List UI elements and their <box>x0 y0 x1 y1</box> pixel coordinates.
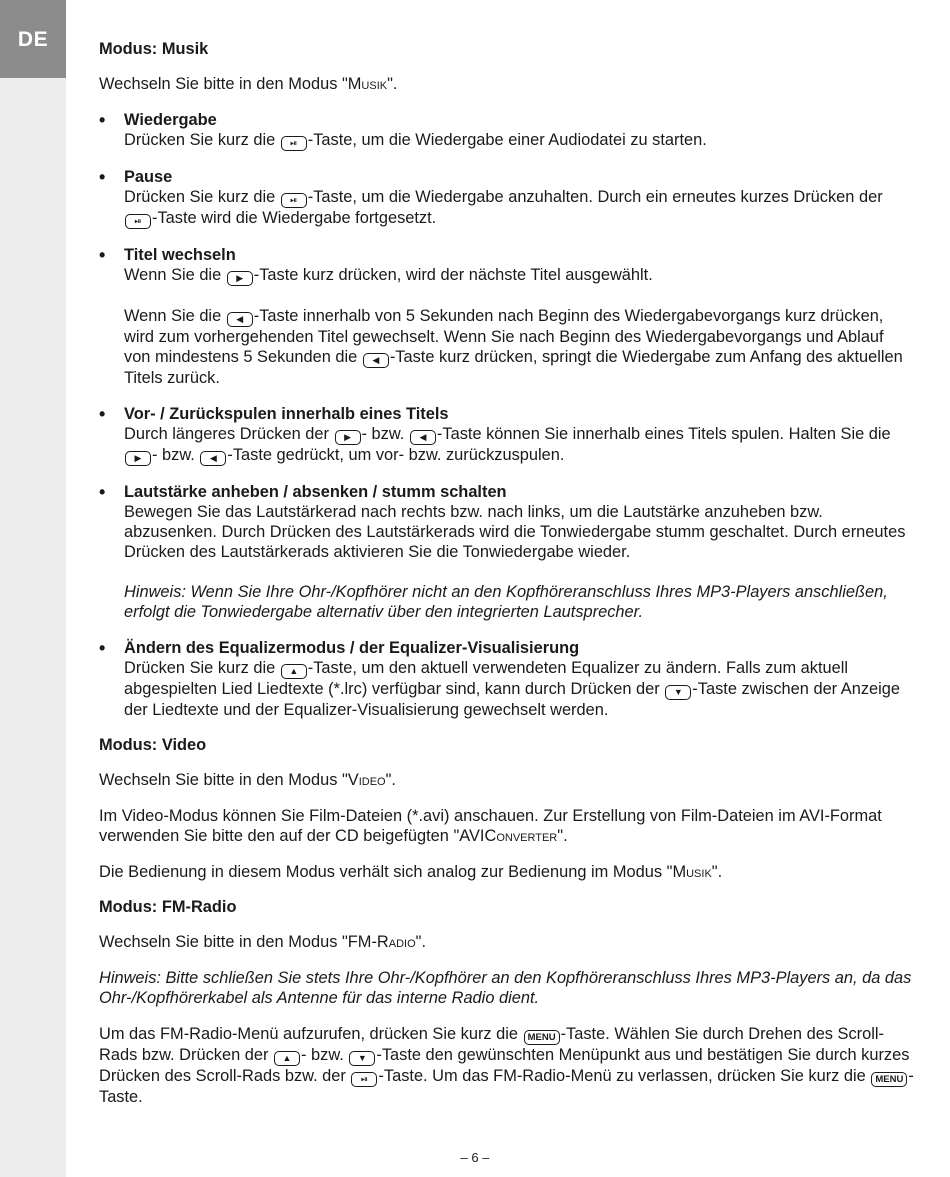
volume-note: Hinweis: Wenn Sie Ihre Ohr-/Kopfhörer nicht an den Kopfhöreranschluss Ihres MP3-Players anschließen, erfolgt die Tonwiedergabe alternativ über den integrierten Lautsprecher. <box>124 583 888 621</box>
bullet-title: • Ändern des Equalizermodus / der Equalizer-Visualisierung <box>124 639 580 657</box>
down-icon: ▼ <box>665 685 691 700</box>
section-heading-radio: Modus: FM-Radio <box>99 898 237 916</box>
radio-switch-text: Wechseln Sie bitte in den Modus "FM-Radio". <box>99 933 427 951</box>
bullet-title: • Vor- / Zurückspulen innerhalb eines Titels <box>124 405 449 423</box>
bullet-title: • Wiedergabe <box>124 111 217 129</box>
bullet-title: • Pause <box>124 168 173 186</box>
play-pause-icon: ⏯ <box>351 1072 377 1087</box>
music-switch-text: Wechseln Sie bitte in den Modus "Musik". <box>99 75 398 93</box>
next-icon: ▶ <box>335 430 361 445</box>
list-item-playback: • Wiedergabe Drücken Sie kurz die ⏯ -Taste, um die Wiedergabe einer Audiodatei zu starten. <box>99 110 914 151</box>
page-content <box>99 38 914 1107</box>
play-pause-icon: ⏯ <box>281 193 307 208</box>
prev-icon: ◀ <box>363 353 389 368</box>
up-icon: ▲ <box>274 1051 300 1066</box>
language-tab: DE <box>0 0 66 78</box>
list-item-pause: • Pause Drücken Sie kurz die ⏯ -Taste, um die Wiedergabe anzuhalten. Durch ein erneutes kurzes Drücken der ⏯ -Taste wird die Wiedergabe fortgesetzt. <box>99 167 914 229</box>
radio-menu-text: Um das FM-Radio-Menü aufzurufen, drücken Sie kurz die MENU -Taste. Wählen Sie durch Drehen des Scroll-Rads bzw. Drücken der ▲ - bzw. ▼ -Taste den gewünschten Menüpunkt aus und bestätigen Sie durch kurzes Drücken des Scroll-Rads bzw. der ⏯ -Taste. Um das FM-Radio-Menü zu verlassen, drücken Sie kurz die MENU -Taste. <box>99 1025 914 1106</box>
prev-icon: ◀ <box>200 451 226 466</box>
prev-icon: ◀ <box>410 430 436 445</box>
next-icon: ▶ <box>227 271 253 286</box>
bullet-title: • Titel wechseln <box>124 246 236 264</box>
video-switch-text: Wechseln Sie bitte in den Modus "Video". <box>99 771 396 789</box>
section-heading-video: Modus: Video <box>99 736 207 754</box>
section-heading-music: Modus: Musik <box>99 40 209 58</box>
list-item-track-change: • Titel wechseln Wenn Sie die ▶ -Taste kurz drücken, wird der nächste Titel ausgewählt. Wenn Sie die ◀ -Taste innerhalb von 5 Sekunden nach Beginn des Wiedergabevorgangs kurz drücken, wird zum vorhergehenden Titel gewechselt. Wenn Sie nach Beginn des Wiedergabevorgangs und Ablauf von mindestens 5 Sekunden die ◀ -Taste kurz drücken, springt die Wiedergabe zum Anfang des aktuellen Titels zurück. <box>99 245 914 388</box>
down-icon: ▼ <box>349 1051 375 1066</box>
sidebar <box>0 0 66 1177</box>
up-icon: ▲ <box>281 664 307 679</box>
menu-icon: MENU <box>871 1072 907 1087</box>
list-item-seek: • Vor- / Zurückspulen innerhalb eines Titels Durch längeres Drücken der ▶ - bzw. ◀ -Taste können Sie innerhalb eines Titels spulen. Halten Sie die ▶ - bzw. ◀ -Taste gedrückt, um vor- bzw. zurückzuspulen. <box>99 404 914 466</box>
page-number: – 6 – <box>460 1150 490 1165</box>
track-change-detail: Wenn Sie die ◀ -Taste innerhalb von 5 Sekunden nach Beginn des Wiedergabevorgangs kurz drücken, wird zum vorhergehenden Titel gewechselt. Wenn Sie nach Beginn des Wiedergabevorgangs und Ablauf von mindestens 5 Sekunden die ◀ -Taste kurz drücken, springt die Wiedergabe zum Anfang des aktuellen Titels zurück. <box>124 307 903 387</box>
bullet-title: • Lautstärke anheben / absenken / stumm schalten <box>124 483 507 501</box>
prev-icon: ◀ <box>227 312 253 327</box>
list-item-equalizer: • Ändern des Equalizermodus / der Equalizer-Visualisierung Drücken Sie kurz die ▲ -Taste, um den aktuell verwendeten Equalizer zu ändern. Falls zum aktuell abgespielten Lied Liedtexte (*.lrc) verfügbar sind, kann durch Drücken der ▼ -Taste zwischen der Anzeige der Liedtexte und der Equalizer-Visualisierung gewechselt werden. <box>99 638 914 720</box>
radio-note: Hinweis: Bitte schließen Sie stets Ihre Ohr-/Kopfhörer an den Kopfhöreranschluss Ihres MP3-Players an, da das Ohr-/Kopfhörerkabel als Antenne für das interne Radio dient. <box>99 969 912 1007</box>
list-item-volume: • Lautstärke anheben / absenken / stumm schalten Bewegen Sie das Lautstärkerad nach rechts bzw. nach links, um die Lautstärke anzuheben bzw. abzusenken. Durch Drücken des Lautstärkerads wird die Tonwiedergabe stumm geschaltet. Durch erneutes Drücken des Lautstärkerads aktivieren Sie die Tonwiedergabe wieder. Hinweis: Wenn Sie Ihre Ohr-/Kopfhörer nicht an den Kopfhöreranschluss Ihres MP3-Players anschließen, erfolgt die Tonwiedergabe alternativ über den integrierten Lautsprecher. <box>99 482 914 622</box>
menu-icon: MENU <box>524 1030 560 1045</box>
video-paragraph-2: Die Bedienung in diesem Modus verhält sich analog zur Bedienung im Modus "Musik". <box>99 863 723 881</box>
video-paragraph-1: Im Video-Modus können Sie Film-Dateien (*.avi) anschauen. Zur Erstellung von Film-Dateien im AVI-Format verwenden Sie bitte den auf der CD beigefügten "AVIConverter". <box>99 807 882 845</box>
play-pause-icon: ⏯ <box>125 214 151 229</box>
next-icon: ▶ <box>125 451 151 466</box>
play-pause-icon: ⏯ <box>281 136 307 151</box>
